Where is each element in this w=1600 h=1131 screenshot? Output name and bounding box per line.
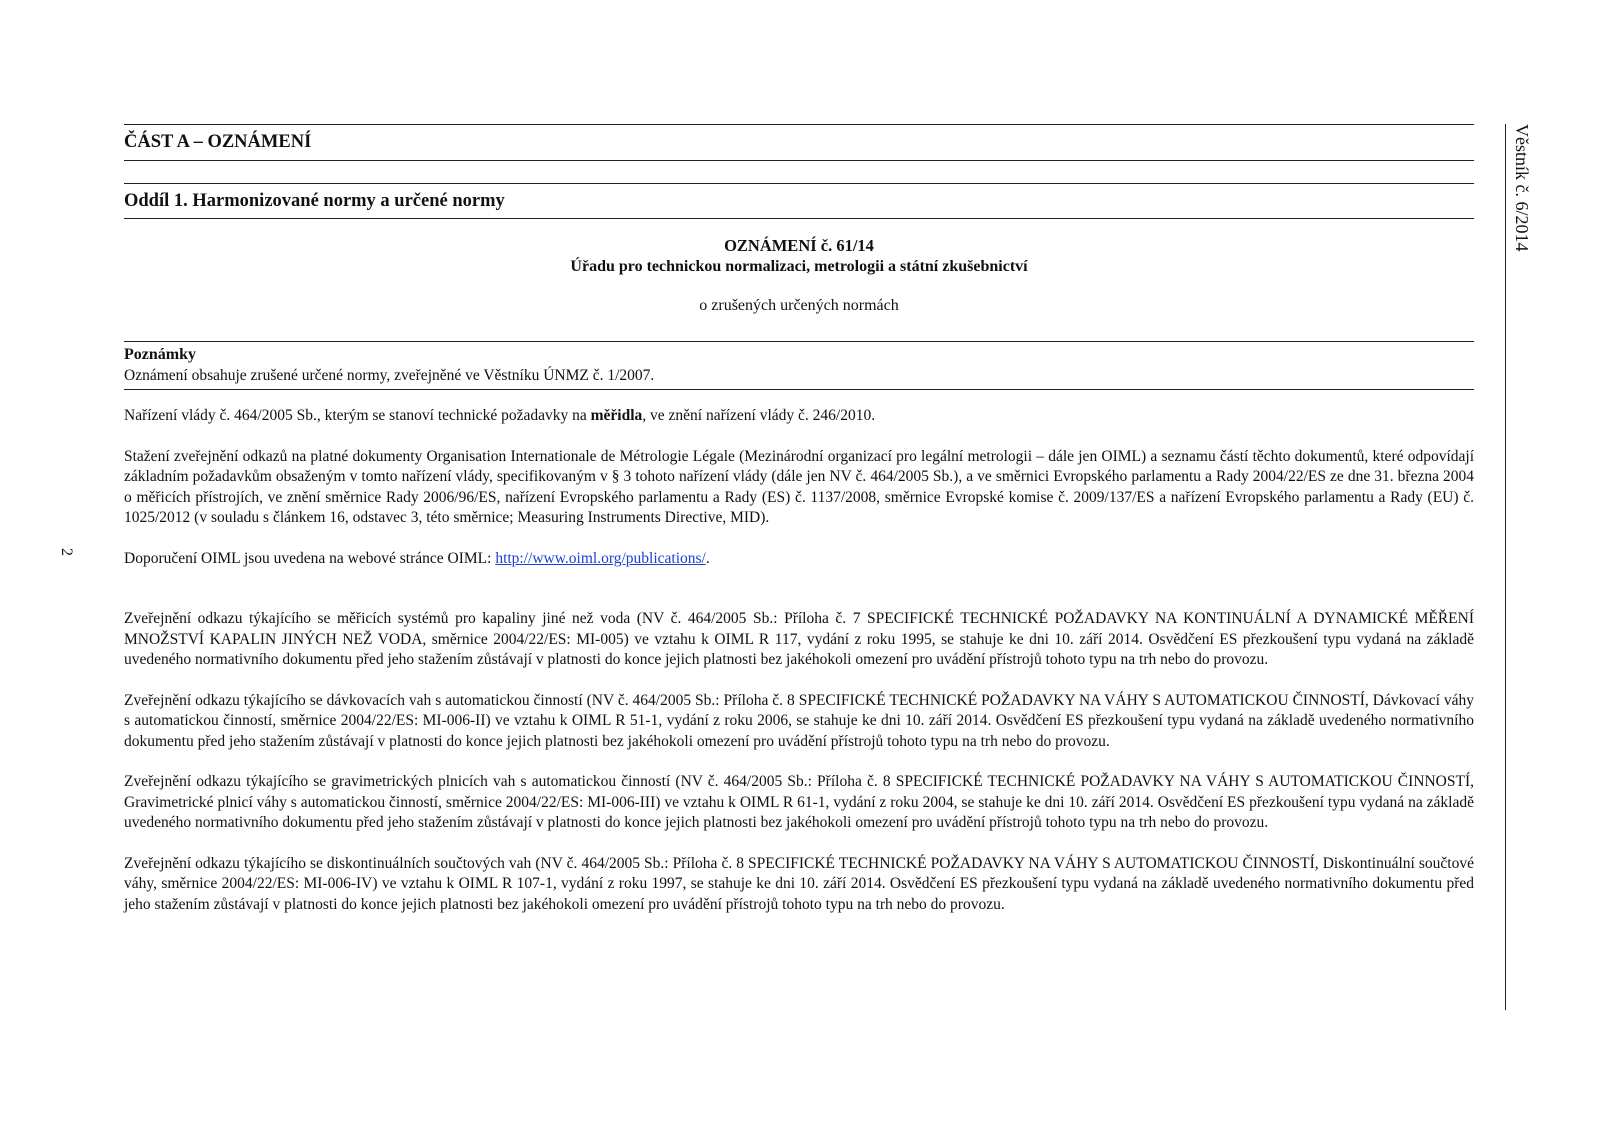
oiml-paragraph	[124, 549, 1474, 570]
page-number: 2	[58, 548, 75, 556]
notes-title: Poznámky	[124, 346, 196, 363]
notice-heading	[124, 219, 1474, 316]
notice-title: OZNÁMENÍ č. 61/14	[724, 236, 874, 255]
withdrawal-item: Zveřejnění odkazu týkajícího se dávkovacích vah s automatickou činností (NV č. 464/2005 Sb.: Příloha č. 8 SPECIFICKÉ TECHNICKÉ POŽADAVKY NA VÁHY S AUTOMATICKOU ČINNOSTÍ, Dávkovací váhy s automatickou činností, směrnice 2004/22/ES: MI-006-II) ve vztahu k OIML R 51-1, vydání z roku 2006, se stahuje ke dni 10. září 2014. Osvědčení ES přezkoušení typu vydaná na základě uvedeného normativního dokumentu před jeho stažením zůstávají v platnosti do konce jejich platnosti bez jakéhokoli omezení pro uvádění přístrojů tohoto typu na trh nebo do provozu.	[124, 691, 1474, 750]
notes-bottom-rule	[124, 389, 1474, 390]
oiml-publications-link[interactable]: http://www.oiml.org/publications/	[495, 549, 706, 567]
regulation-paragraph	[124, 406, 1474, 427]
notes-box	[124, 342, 1474, 389]
document-body	[124, 124, 1474, 915]
part-title: ČÁST A – OZNÁMENÍ	[124, 132, 312, 152]
regulation-text-after: , ve znění nařízení vlády č. 246/2010.	[642, 407, 876, 424]
margin-rule	[1505, 124, 1506, 1010]
regulation-subject: měřidla	[590, 407, 643, 424]
section-title: Oddíl 1. Harmonizované normy a určené normy	[124, 191, 505, 211]
oiml-suffix: .	[705, 549, 710, 567]
oiml-text: Doporučení OIML jsou uvedena na webové stránce OIML:	[124, 549, 496, 567]
withdrawal-paragraph: Stažení zveřejnění odkazů na platné dokumenty Organisation Internationale de Métrologie Légale (Mezinárodní organizací pro legální metrologii – dále jen OIML) a seznamu částí těchto dokumentů, které odpovídají základním požadavkům obsaženým v tomto nařízení vlády, specifikovaným v § 3 tohoto nařízení vlády (dále jen NV č. 464/2005 Sb.), a ve směrnici Evropského parlamentu a Rady 2004/22/ES ze dne 31. března 2004 o měřicích přístrojích, ve znění směrnice Rady 2006/96/ES, nařízení Evropského parlamentu a Rady (ES) č. 1137/2008, směrnice Evropské komise č. 2009/137/ES a nařízení Evropského parlamentu a Rady (EU) č. 1025/2012 (v souladu s článkem 16, odstavec 3, této směrnice; Measuring Instruments Directive, MID).	[124, 447, 1474, 526]
notes-text: Oznámení obsahuje zrušené určené normy, zveřejněné ve Věstníku ÚNMZ č. 1/2007.	[124, 366, 655, 384]
regulation-text-before: Nařízení vlády č. 464/2005 Sb., kterým se stanoví technické požadavky na	[124, 407, 591, 424]
journal-label: Věstník č. 6/2014	[1512, 124, 1532, 252]
withdrawal-item: Zveřejnění odkazu týkajícího se diskontinuálních součtových vah (NV č. 464/2005 Sb.: Příloha č. 8 SPECIFICKÉ TECHNICKÉ POŽADAVKY NA VÁHY S AUTOMATICKOU ČINNOSTÍ, Diskontinuální součtové váhy, směrnice 2004/22/ES: MI-006-IV) ve vztahu k OIML R 107-1, vydání z roku 1997, se stahuje ke dni 10. září 2014. Osvědčení ES přezkoušení typu vydaná na základě uvedeného normativního dokumentu před jeho stažením zůstávají v platnosti do konce jejich platnosti bez jakéhokoli omezení pro uvádění přístrojů tohoto typu na trh nebo do provozu.	[124, 854, 1474, 913]
withdrawal-item: Zveřejnění odkazu týkajícího se měřicích systémů pro kapaliny jiné než voda (NV č. 464/2005 Sb.: Příloha č. 7 SPECIFICKÉ TECHNICKÉ POŽADAVKY NA KONTINUÁLNÍ A DYNAMICKÉ MĚŘENÍ MNOŽSTVÍ KAPALIN JINÝCH NEŽ VODA, směrnice 2004/22/ES: MI-005) ve vztahu k OIML R 117, vydání z roku 1995, se stahuje ke dni 10. září 2014. Osvědčení ES přezkoušení typu vydaná na základě uvedeného normativního dokumentu před jeho stažením zůstávají v platnosti do konce jejich platnosti bez jakéhokoli omezení pro uvádění přístrojů tohoto typu na trh nebo do provozu.	[124, 610, 1474, 668]
notice-authority: Úřadu pro technickou normalizaci, metrologii a státní zkušebnictví	[570, 258, 1028, 275]
withdrawal-item: Zveřejnění odkazu týkajícího se gravimetrických plnicích vah s automatickou činností (NV č. 464/2005 Sb.: Příloha č. 8 SPECIFICKÉ TECHNICKÉ POŽADAVKY NA VÁHY S AUTOMATICKOU ČINNOSTÍ, Gravimetrické plnicí váhy s automatickou činností, směrnice 2004/22/ES: MI-006-III) ve vztahu k OIML R 61-1, vydání z roku 2004, se stahuje ke dni 10. září 2014. Osvědčení ES přezkoušení typu vydaná na základě uvedeného normativního dokumentu před jeho stažením zůstávají v platnosti do konce jejich platnosti bez jakéhokoli omezení pro uvádění přístrojů tohoto typu na trh nebo do provozu.	[124, 773, 1474, 831]
notice-subject: o zrušených určených normách	[699, 297, 899, 314]
